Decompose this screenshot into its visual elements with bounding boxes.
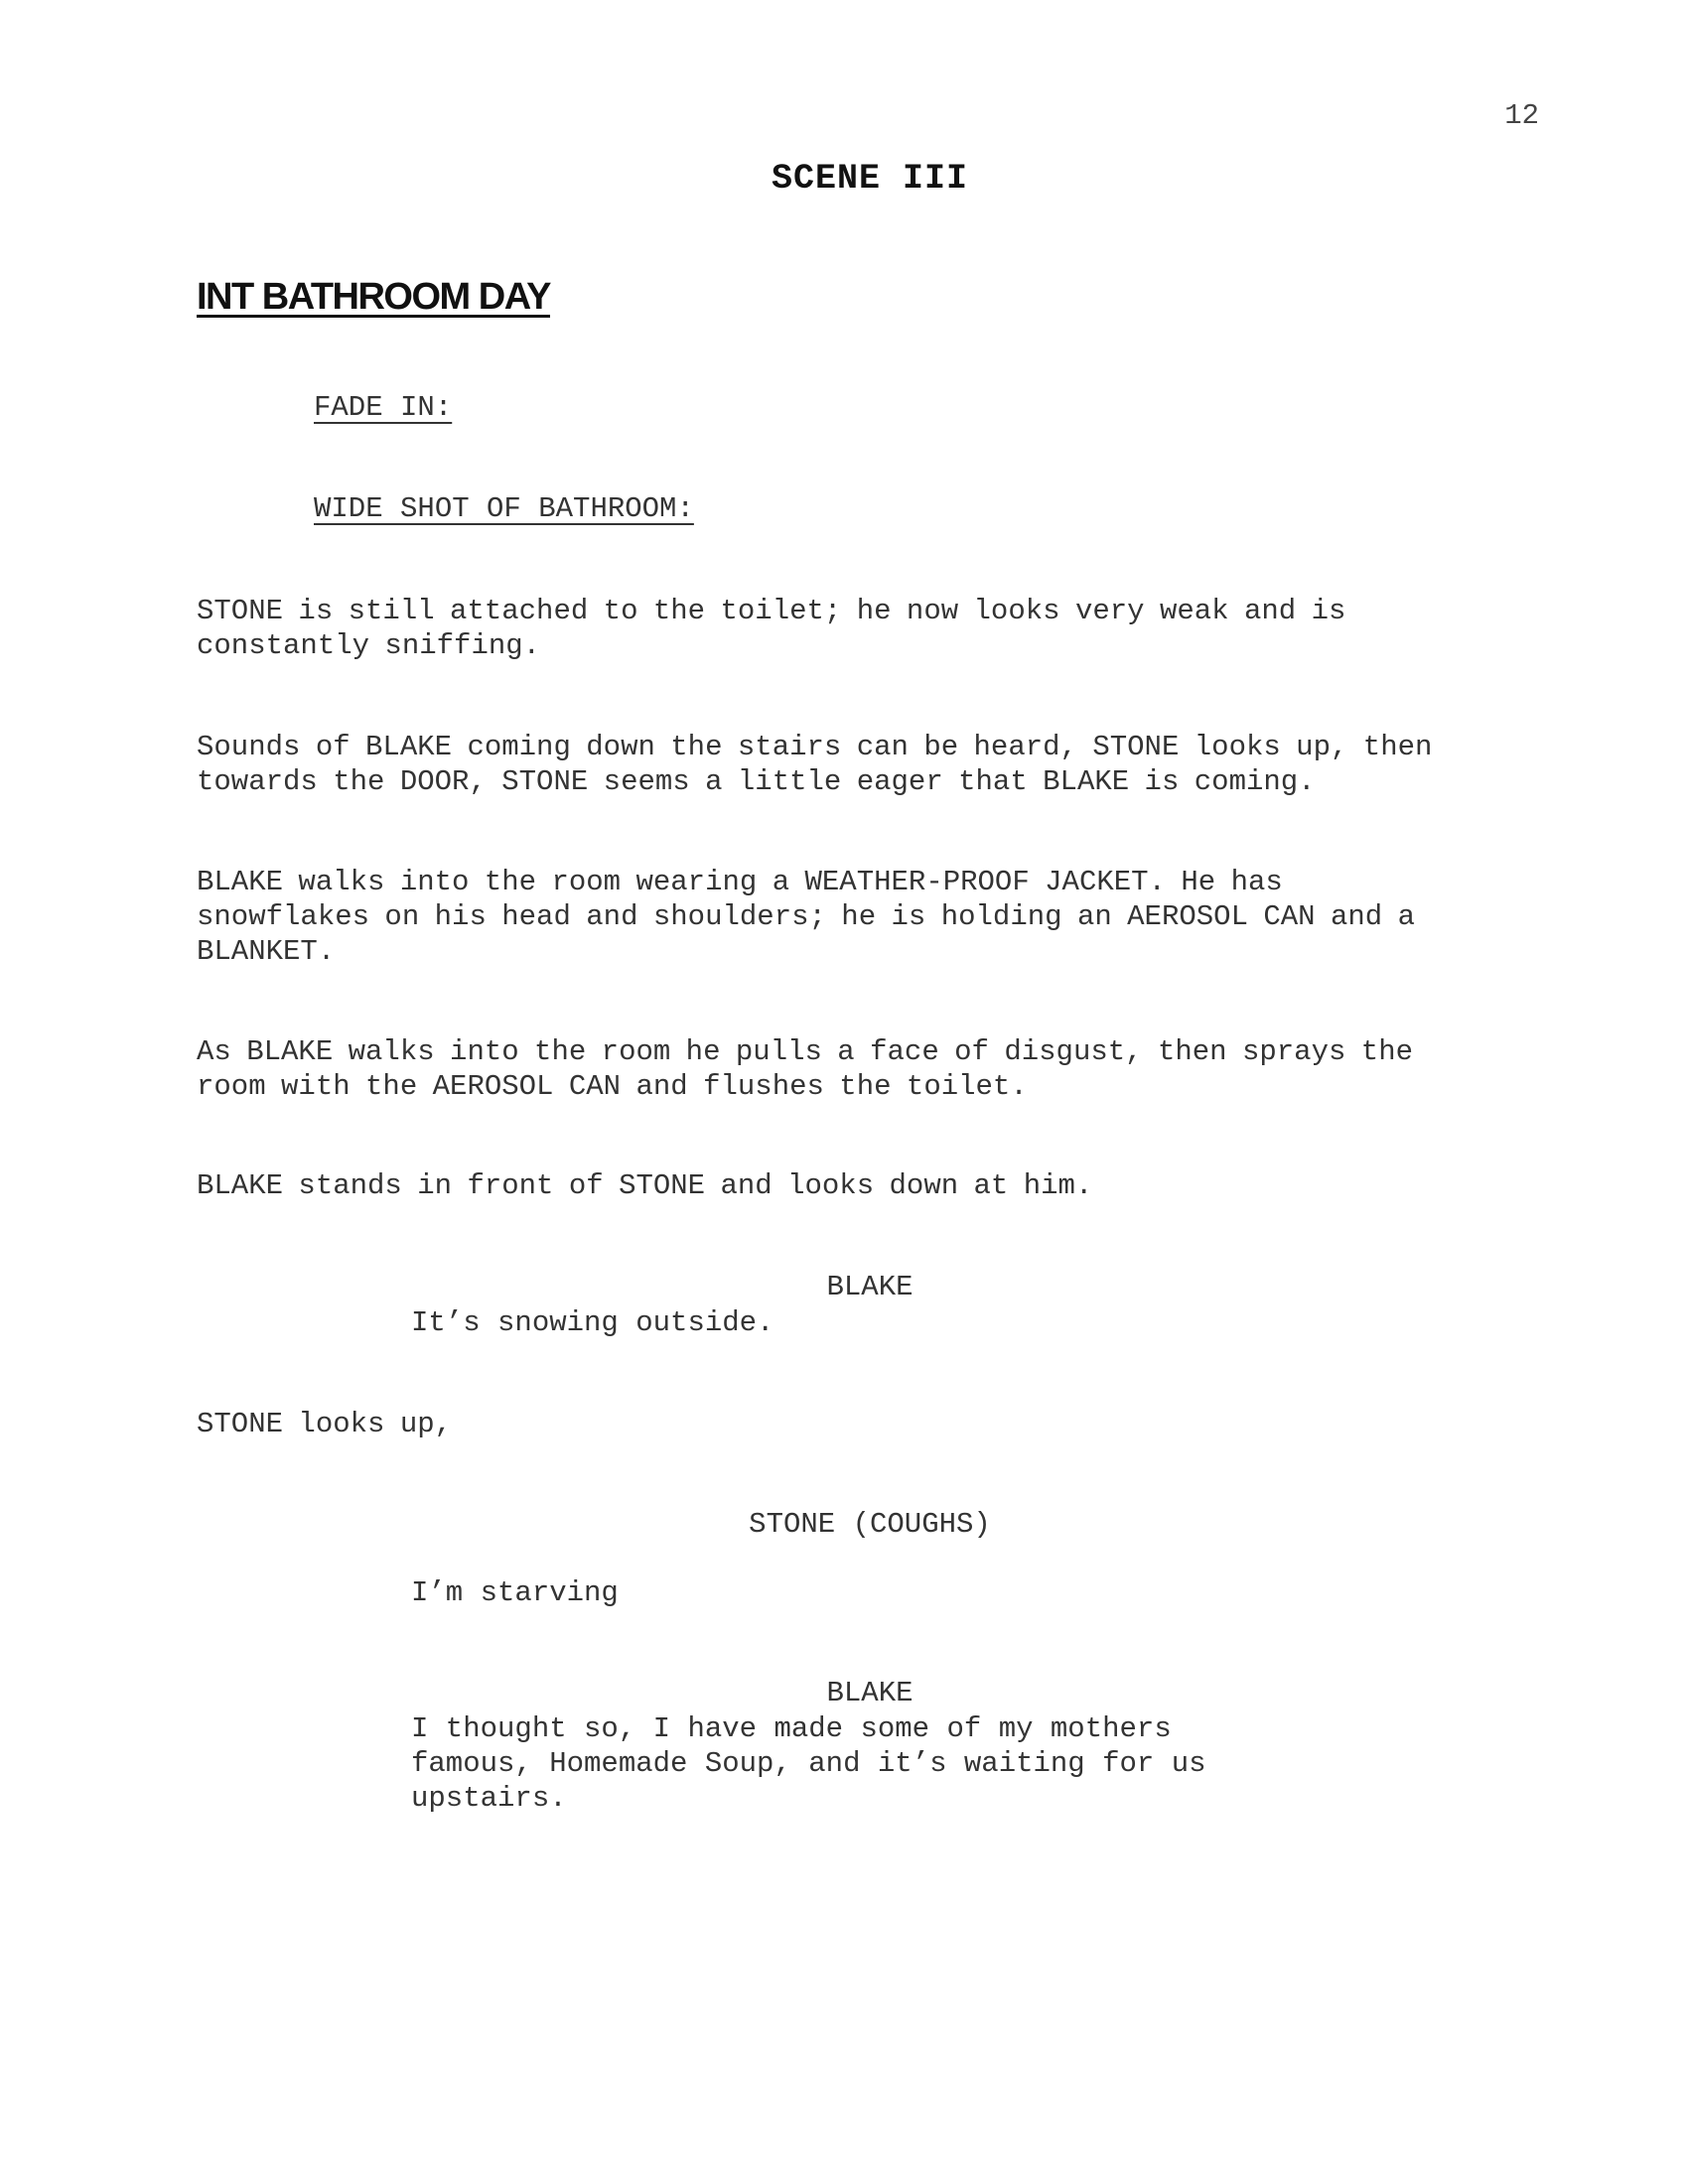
scene-slugline: INT BATHROOM DAY <box>197 276 550 318</box>
action-paragraph: As BLAKE walks into the room he pulls a face of disgust, then sprays the room with the AEROSOL CAN and flushes the toilet. <box>197 1035 1414 1103</box>
transition-wide-shot: WIDE SHOT OF BATHROOM: <box>314 492 694 525</box>
character-cue: BLAKE <box>826 1677 914 1709</box>
dialogue-line: I thought so, I have made some of my mothers famous, Homemade Soup, and it’s waiting for us upstairs. <box>411 1712 1206 1815</box>
transition-fade-in: FADE IN: <box>314 391 453 424</box>
dialogue-line: I’m starving <box>411 1576 619 1609</box>
dialogue-line: It’s snowing outside. <box>411 1306 774 1339</box>
action-paragraph: STONE is still attached to the toilet; he now looks very weak and is constantly sniffing. <box>197 595 1346 662</box>
action-paragraph: STONE looks up, <box>197 1408 453 1440</box>
action-paragraph: BLAKE walks into the room wearing a WEATHER-PROOF JACKET. He has snowflakes on his head and shoulders; he is holding an AEROSOL CAN and a BLANKET. <box>197 866 1416 968</box>
character-cue: STONE (COUGHS) <box>749 1508 991 1541</box>
action-paragraph: BLAKE stands in front of STONE and looks down at him. <box>197 1169 1093 1202</box>
page-number: 12 <box>1504 99 1539 132</box>
scene-title: SCENE III <box>771 159 969 199</box>
action-paragraph: Sounds of BLAKE coming down the stairs can be heard, STONE looks up, then towards the DOOR, STONE seems a little eager that BLAKE is coming. <box>197 731 1433 798</box>
character-cue: BLAKE <box>826 1271 914 1303</box>
